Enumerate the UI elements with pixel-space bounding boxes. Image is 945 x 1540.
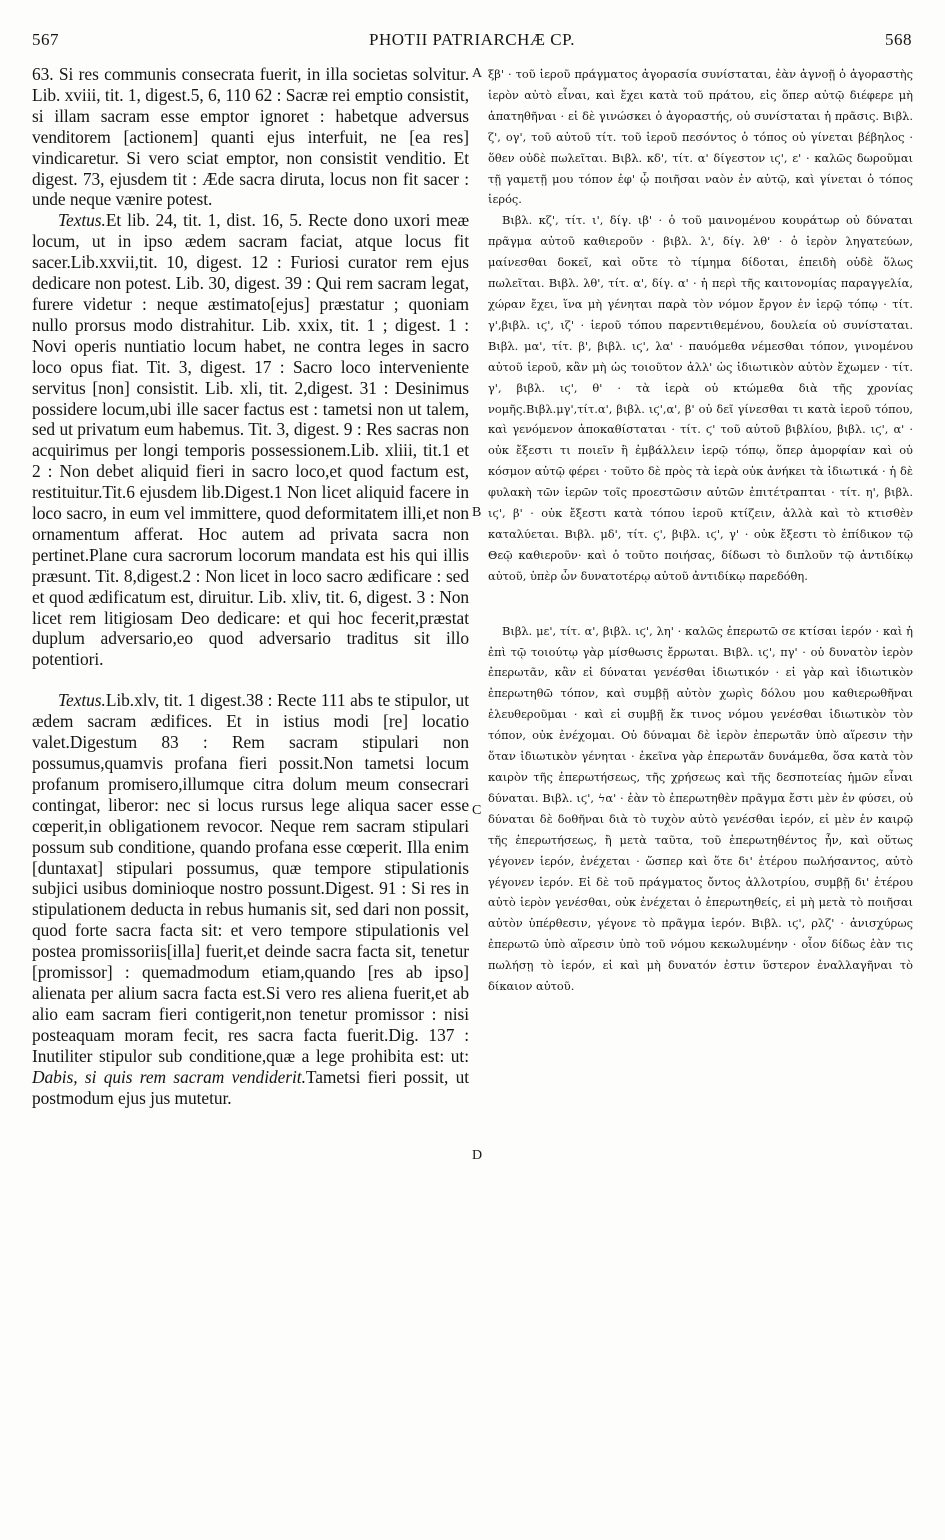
margin-marker-a: A: [472, 66, 483, 81]
latin-paragraph-2: [32, 210, 469, 670]
latin-paragraph-3-end: Tametsi fieri possit, ut postmodum ejus jus mutetur.: [32, 1066, 469, 1108]
latin-paragraph-3: [32, 690, 469, 1108]
textus-label-2: Textus.: [58, 690, 106, 711]
page-number-right: 568: [885, 30, 912, 49]
margin-marker-d: D: [472, 1148, 483, 1163]
latin-quotation: Dabis, si quis rem sacram vendiderit.: [32, 1066, 306, 1087]
running-header: [32, 30, 912, 56]
latin-paragraph-3-text: Lib.xlv, tit. 1 digest.38 : Recte 111 abs te stipulor, ut ædem sacram ædifices. Et in istius modi [re] locatio valet.Digestum 83 : Rem sacram stipulari non possumus,quamvis profana fieri possit.Non tametsi locum profanum promisero,illumque citra dolum meum consecrari contingat, liberor: nec si locus rursus lege aliqua sacer esse cœperit,in obligationem revocor. Neque rem sacram stipulari possum sub conditione, quando profana esse cœperit. Illa enim [duntaxat] stipulari possumus, quæ tempore stipulationis subjici usibus dominioque nostro possunt.Digest. 91 : Si res in stipulationem deducta in rebus humanis sit, sed dari non possit, quod forte sacra facta sit: et vero tempore stipulationis vel postea promissoriis[illa] fuerit,et deinde sacra facta sit, tenetur [promissor] : quemadmodum etiam,quando [res ab ipso] alienata per alium sacra facta est.Si vero res aliena fuerit,et ab alio eam sacram fieri contigerit,non tenetur promissor : nisi posteaquam moram fecit, res sacra facta fuerit.Dig. 137 : Inutiliter stipulor sub conditione,quæ a lege prohibita est: ut:: [32, 690, 469, 1066]
latin-paragraph-1: 63. Si res communis consecrata fuerit, in illa societas solvitur. Lib. xviii, tit. 1, digest.5, 6, 110 62 : Sacræ rei emptio consistit, si illam sacram esse emptor ignoret : habetque adversus venditorem [actionem] quanti ejus interfuit, ne [ea res] vindicaretur. Si vero sciat emptor, non consistit venditio. Et digest. 73, ejusdem tit : Æde sacra diruta, locus non fit sacer : unde neque vænire potest.: [32, 64, 469, 210]
greek-column: [488, 64, 913, 997]
greek-paragraph-2: Βιβλ. κζ', τίτ. ι', δίγ. ιβ' · ὁ τοῦ μαινομένου κουράτωρ οὐ δύναται πρᾶγμα αὐτοῦ καθιεροῦν · βιβλ. λ', δίγ. λθ' · ὁ ἱερὸν ληγατεύων, μαίνεσθαι δοκεῖ, καὶ οὔτε τὸ τίμημα δίδοται, ἐπειδὴ οὐδὲ ὅλως πωλεῖται. Βιβλ. λθ', τίτ. α', δίγ. α' · ἡ περὶ τῆς καιτονομίας παραγγελία, χώραν ἔχει, ἵνα μὴ γένηται παρὰ τὸν νόμον ἔργον ἐν ἱερῷ τόπῳ · τίτ. γ',βιβλ. ιϛ', ιζ' · ἱεροῦ τόπου παρεντιθεμένου, δουλεία οὐ συνίσταται. Βιβλ. μα', τίτ. β', βιβλ. ιϛ', λα' · παυόμεθα νέμεσθαι τόπον, γινομένου αὐτοῦ ἱεροῦ, κἂν μὴ ὡς τοιοῦτον ἀλλ' ὡς ἰδιωτικὸν αὐτὸν ἔχωμεν · τίτ. γ', βιβλ. ιϛ', θ' · τὰ ἱερὰ οὐ κτώμεθα διὰ τῆς χρονίας νομῆς.Βιβλ.μγ',τίτ.α', βιβλ. ιϛ',α', β' οὐ δεῖ γίνεσθαι τι κατὰ ἱεροῦ τόπου, καὶ γενόμενον ἀποκαθίσταται · τίτ. ϛ' τοῦ αὐτοῦ βιβλίου, βιβλ. ιϛ', α' · οὐκ ἔξεστι τι ποιεῖν ἢ ἐμβάλλειν ἱερῷ τόπῳ, ὅπερ ἀμορφίαν καὶ οὐ κόσμον αὐτῷ φέρει · τοῦτο δὲ πρὸς τὰ ἱερὰ οὐκ ἀνήκει τὰ ἰδιωτικά · ἡ δὲ φυλακὴ τῶν ἱερῶν τοῖς προεστῶσιν αὐτῶν ἐπιτέτραπται · τίτ. η', βιβλ. ιϛ', β' · οὐκ ἔξεστι κατὰ τόπου ἱεροῦ κτίζειν, ἀλλὰ καὶ τὸ κτισθὲν καταλύεται. Βιβλ. μδ', τίτ. ϛ', βιβλ. ιϛ', γ' · οὐκ ἔξεστι τὸ ἐπίδικον τῷ Θεῷ καθιεροῦν· καὶ ὁ τοῦτο ποιήσας, δίδωσι τὸ διπλοῦν τῷ ἀντιδίκῳ αὐτοῦ, ὑπὲρ ὧν δυνατοτέρῳ αὐτοῦ ἀντιδίκῳ παρεδόθη.: [488, 213, 913, 583]
textus-label: Textus.: [58, 210, 106, 231]
running-title: PHOTII PATRIARCHÆ CP.: [369, 30, 575, 49]
margin-marker-b: B: [472, 505, 482, 520]
page-number-left: 567: [32, 30, 59, 49]
margin-marker-c: C: [472, 803, 482, 818]
greek-paragraph-3: Βιβλ. με', τίτ. α', βιβλ. ιϛ', λη' · καλῶς ἐπερωτῶ σε κτίσαι ἱερόν · καὶ ἡ ἐπὶ τῷ τοιούτῳ γὰρ μίσθωσις ἔρρωται. Βιβλ. ιϛ', πγ' · οὐ δυνατὸν ἱερὸν ἐπερωτᾶν, κἂν εἰ δύναται γενέσθαι ἰδιωτικόν · εἰ γὰρ καὶ ἰδιωτικὸν ἐπερωτηθῶ τόπον, καὶ συμβῇ αὐτὸν χωρὶς δόλου μου καθιερωθῆναι ἐλευθεροῦμαι · καὶ εἰ συμβῇ ἔκ τινος νόμου γενέσθαι ἰδιωτικὸν τὸν τόπον, οὐκ ἐνέχομαι. Οὐ δύναμαι δὲ ἱερὸν ἐπερωτᾶν ὑπὸ αἵρεσιν τὴν ὅταν ἰδιωτικὸν γένηται · ἐκεῖνα γὰρ ἐπερωτᾶν δυνάμεθα, ὅσα κατὰ τὸν καιρὸν τῆς ἐπερωτήσεως, τῆς χρήσεως καὶ τῆς δεσποτείας ἡμῶν εἶναι δύναται. Βιβλ. ιϛ', ϟα' · ἐὰν τὸ ἐπερωτηθὲν πρᾶγμα ἔστι μὲν ἐν φύσει, οὐ δύναται δὲ δοθῆναι διὰ τὸ τυχὸν αὐτὸ γενέσθαι ἱερόν, εἰ μὲν ἐν καιρῷ τῆς ἐπερωτήσεως, ἢ μετὰ ταῦτα, τοῦ ἐπερωτηθέντος ἦν, καὶ οὕτως γέγονεν ἱερόν, ἐνέχεται · ὥσπερ καὶ ὅτε δι' ἑτέρου πωλήσαντος, αὐτὸ γέγονεν ἱερόν. Εἰ δὲ τοῦ πράγματος ὄντος ἀλλοτρίου, συμβῇ δι' ἑτέρου αὐτὸ ἱερὸν γενέσθαι, οὐκ ἐνέχεται ὁ ἐπερωτηθείς, εἰ μὴ μετὰ τὸ ποιῆσαι αὐτὸν ὑπέρθεσιν, γέγονε τὸ πρᾶγμα ἱερόν. Βιβλ. ιϛ', ρλζ' · ἀνισχύρως ἐπερωτῶ ὑπὸ αἵρεσιν ὑπὸ τοῦ νόμου κεκωλυμένην · οἷον δίδως ἐὰν τις πωλήσῃ τὸ ἱερόν, εἰ καὶ μὴ δυνατόν ἐστιν ὕστερον ἐναλλαγῆναι τὸ δίκαιον αὐτοῦ.: [488, 623, 913, 994]
latin-paragraph-2-text: Et lib. 24, tit. 1, dist. 16, 5. Recte dono uxori meæ locum, ut in ipso ædem sacram faciat, atque locus fit sacer.Lib.xxvii,tit. 10, digest. 12 : Furiosi curator rem ejus dedicare non potest. Lib. 30, digest. 39 : Qui rem sacram legat, furere videtur : neque æstimato[ejus] præstatur ; quoniam nullo prorsus modo distrahitur. Lib. xxix, tit. 1 ; digest. 1 : Novi operis nuntiatio locum habet, ne contra leges in sacro loco opus fiat. Tit. 3, digest. 17 : Sacro loco interveniente servitus [non] consistit. Lib. xli, tit. 2,digest. 31 : Desinimus possidere locum,ubi ille sacer factus est : tametsi non ut talem, sed ut privatum eum habemus. Tit. 3, digest. 9 : Res sacras non acquirimus per longi temporis possessionem.Lib. xliii, tit.1 et 2 : Non debet aliquid fieri in sacro loco,et quod factum est, restituitur.Tit.6 ejusdem lib.Digest.1 Non licet aliquid facere in loco sacro, in eum vel immittere, quod deformitatem illi,et non ornamentum afferat. Hoc autem ad privata sacra non pertinet.Plane cura sacrorum locorum mandata est his qui illis præsunt. Tit. 8,digest.2 : Non licet in loco sacro ædificare : sed et quod ædificatum est, diruitur. Lib. xliv, tit. 6, digest. 3 : Non licet rem litigiosam Deo dedicare: et qui hoc fecerit,præstat duplum adversario,eo quod adversario traditus sit illo potentiori.: [32, 210, 469, 670]
latin-column: [32, 64, 469, 1108]
greek-paragraph-1: ξβ' · τοῦ ἱεροῦ πράγματος ἀγορασία συνίσταται, ἐὰν ἀγνοῇ ὁ ἀγοραστὴς ἱερὸν αὐτὸ εἶναι, καὶ ἔχει κατὰ τοῦ πράτου, εἰς ὅπερ αὐτῷ διέφερε μὴ ἀπατηθῆναι · εἰ δὲ γινώσκει ὁ ἀγοραστής, οὐ συνίσταται ἡ πρᾶσις. Βιβλ. ζ', ογ', τοῦ αὐτοῦ τίτ. τοῦ ἱεροῦ πεσόντος ὁ τόπος οὐ γίνεται βέβηλος · ὅθεν οὐδὲ πωλεῖται. Βιβλ. κδ', τίτ. α' δίγεστον ιϛ', ε' · καλῶς δωροῦμαι τῇ γαμετῇ μου τόπον ἐφ' ᾧ ποιῆσαι ναὸν ἐν αὐτῷ, καὶ γίνεται ὁ τόπος ἱερός.: [488, 67, 913, 207]
